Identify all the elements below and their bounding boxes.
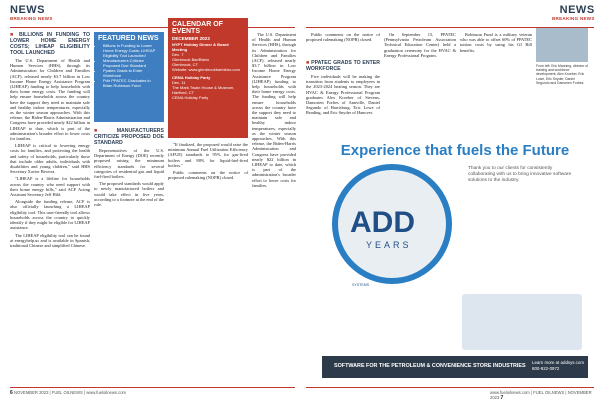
calendar-month: DECEMBER 2023: [172, 36, 210, 41]
event-link[interactable]: Website: www.glenbrookbarbistro.com: [172, 67, 240, 72]
page-number: 6: [10, 390, 13, 396]
issue-line: www.fueloilnews.com | FUEL OILNEWS | NOVEMBER 2023: [490, 390, 592, 400]
paragraph: "LIHEAP is a lifeline for households across the country who need support with their home energy bills," said ACF Acting Assistant Secretary Jeff Hild.: [10, 176, 90, 198]
paragraph: On September 15, PPATEC (Pennsylvania Petroleum Association Technical Education Center) held a graduation ceremony for the HVAC & Energy Professional Program.: [384, 32, 456, 58]
article-ppatec-cont2: [460, 32, 532, 124]
page-footer: [10, 390, 126, 396]
calendar-title: CALENDAR OF EVENTS: [172, 21, 223, 35]
ad-years: YEARS: [366, 240, 412, 250]
event-line: CEMA Holiday Party: [172, 95, 209, 100]
event-name: NYPT Holiday Dinner & Board Meeting: [172, 42, 229, 52]
page-number: 7: [500, 395, 504, 401]
section-title: NEWS: [559, 4, 595, 16]
paragraph: Representatives of the U.S. Department of Energy (DOE) recently proposed raising the minimum efficiency standards for several categories of residential gas and liquid fuel-fired boilers.: [94, 148, 164, 180]
paragraph: "If finalized, the proposed would raise the minimum Annual Fuel Utilization Efficiency (AFUE) standards to 95% for gas-fired boilers and 88% for liquid-fuel-fired boilers.": [168, 142, 248, 168]
article-liheap: [10, 32, 90, 382]
ad-bar-text: SOFTWARE FOR THE PETROLEUM & CONVENIENCE STORE INDUSTRIES: [334, 363, 526, 369]
paragraph: The proposed standards would apply to newly manufactured boilers and would take effect in five years, according to a footnote at the end of the rule.: [94, 181, 164, 208]
featured-item[interactable]: • Ppatec Grads to Enter Workforce: [103, 68, 160, 78]
paragraph: Five individuals will be making the transition from students to employees in the 2023-2024 heating season. They are HVAC & Energy Professional Program graduates Alex Kroeber of Stevens, Damorien Forbes of Annville, Daniel Segundo of Harrisburg, Eric Lowe of Reading, and Eric Snyder of Hanover.: [306, 74, 380, 116]
ad-thanks: Thank you to our clients for consistently collaborating with us to bring innovative software solutions to the industry.: [468, 166, 572, 183]
paragraph: The LIHEAP eligibility tool can be found at energyhelp.us and is available in Spanish, traditional Chinese and simplified Chinese.: [10, 232, 90, 248]
paragraph: Public comments on the notice of proposed rulemaking (NOPR) closed.: [168, 170, 248, 181]
section-header: [10, 4, 53, 21]
event-line: Dec. 11: [172, 80, 186, 85]
ad-tagline: SYSTEMS: [352, 283, 370, 287]
photo-caption: From left: Eric Manning, director of training and workforce development; Alex Kroeber, Eric Lowe, Eric Snyder, Daniel Segundo and Damorien Forbes.: [536, 64, 589, 85]
graduates-photo: [536, 28, 588, 62]
event-line: The Mark Twain House & Museum, Hartford, CT: [172, 85, 235, 95]
article-doe-cont: [168, 142, 248, 382]
section-header: [552, 4, 595, 21]
paragraph: The U.S. Department of Health and Human Services (HHS), through its Administration for Children and Families (ACF), released nearly $3.7 billion in Low Income Home Energy Assistance Program (LIHEAP) funding to help households with their home energy costs. The funding will help ensure households across the country have the support they need to maintain safe and healthy indoor temperatures, especially as the winter season approaches. With this release, the Biden-Harris Administration and Congress have provided nearly $22 billion in LIHEAP to date, which is part of the administration's broader effort to lower costs for families.: [10, 58, 90, 142]
page-footer: [490, 390, 600, 401]
section-title: NEWS: [10, 4, 45, 16]
paragraph: The U.S. Department of Health and Human Services (HHS), through its Administration for Children and Families (ACF), released nearly $3.7 billion in Low Income Home Energy Assistance Program (LIHEAP) funding to help households with their home energy costs. The funding will help ensure households across the country have the support they need to maintain safe and healthy indoor temperatures, especially as the winter season approaches. With this release, the Biden-Harris Administration and Congress have provided nearly $22 billion in LIHEAP to date, which is part of the administration's broader effort to lower costs for families.: [252, 32, 296, 188]
article-headline: ■ PPATEC GRADS TO ENTER WORKFORCE: [306, 60, 380, 72]
issue-line: NOVEMBER 2023 | FUEL OILNEWS | www.fueloilnews.com: [13, 390, 127, 395]
section-subtitle: BREAKING NEWS: [10, 16, 53, 21]
ad-headline: Experience that fuels the Future: [340, 142, 570, 159]
article-headline: ■ BILLIONS IN FUNDING TO LOWER HOME ENERGY COSTS; LIHEAP ELIGIBILITY TOOL LAUNCHED: [10, 32, 90, 56]
add-systems-ad[interactable]: [322, 128, 588, 386]
article-ppatec: [306, 60, 380, 124]
footer-rule: [306, 387, 594, 388]
featured-news-box: [94, 32, 164, 122]
ad-contact[interactable]: Learn more at addsys.com 800-922-0972: [532, 360, 584, 371]
article-doe: [94, 128, 164, 383]
featured-item[interactable]: • Billions in Funding to Lower Home Energy Costs; LIHEAP Eligibility Tool Launched: [103, 43, 160, 58]
header-rule: [10, 27, 295, 28]
ad-app-screens: [462, 294, 582, 350]
calendar-box: [168, 18, 248, 138]
paragraph: Public comments on the notice of proposed rulemaking (NOPR) closed.: [306, 32, 380, 43]
article-ppatec-cont: [384, 32, 456, 124]
ad-brand-logo: ADD: [350, 206, 415, 239]
featured-item[interactable]: • Pdir PPATEC Graduates in Brian Robinson Fund: [103, 78, 160, 88]
featured-title: FEATURED NEWS: [98, 35, 159, 42]
event-name: CEMA Holiday Party: [172, 75, 211, 80]
section-subtitle: BREAKING NEWS: [552, 16, 595, 21]
event-line: Dec. 7: [172, 52, 184, 57]
paragraph: Robinson Fund is a military veteran who was able to offset 60% of PPATEC tuition costs by using his GI Bill benefits.: [460, 32, 532, 53]
featured-item[interactable]: • Manufacturers Criticize Proposed Doe Standard: [103, 58, 160, 68]
event-line: Glenbrook Bar/Bistro: [172, 57, 210, 62]
footer-rule: [10, 387, 295, 388]
event-line: Glenbrook, CT: [172, 62, 199, 67]
article-headline: ■ MANUFACTURERS CRITICIZE PROPOSED DOE STANDARD: [94, 128, 164, 146]
article-col4: [252, 32, 296, 382]
ad-bottom-bar: [322, 356, 588, 378]
paragraph: Alongside the funding release, ACF is also officially launching a LIHEAP eligibility tool. This user-friendly tool allows households across the country to quickly identify if they might be eligible for LIHEAP assistance.: [10, 199, 90, 231]
paragraph: LIHEAP is critical to lowering energy costs for families, and protecting the health and safety of households, particularly those that include older adults, individuals with disabilities and young children," said HHS Secretary Xavier Becerra.: [10, 143, 90, 175]
